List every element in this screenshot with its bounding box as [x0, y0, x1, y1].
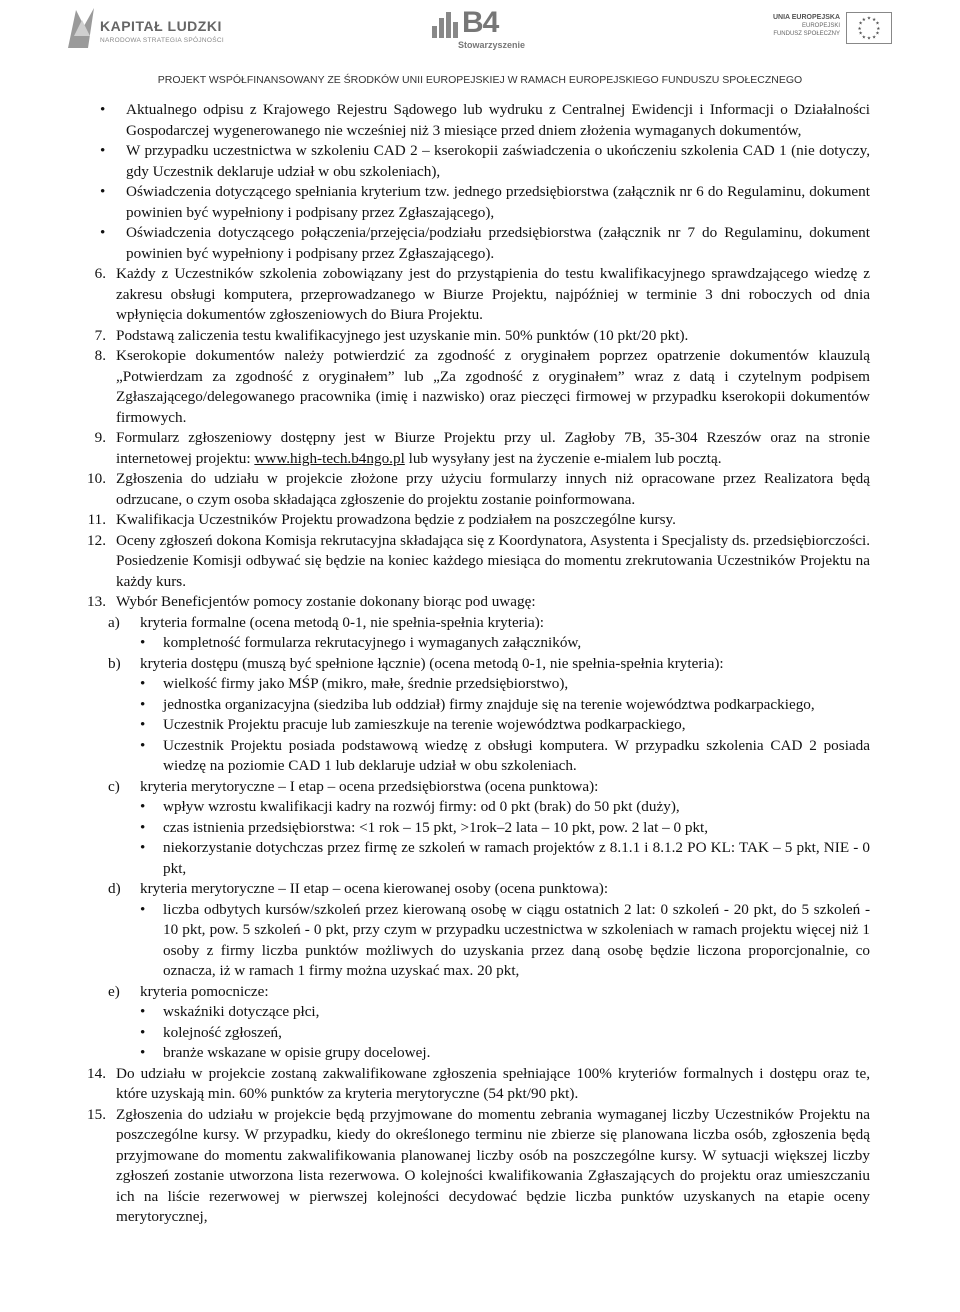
- svg-text:★: ★: [857, 26, 862, 32]
- list-item: • branże wskazane w opisie grupy docelowej.: [0, 1043, 960, 1064]
- svg-text:★: ★: [875, 31, 880, 37]
- criteria-e: [0, 982, 960, 1003]
- eu-logo-line2: EUROPEJSKI: [801, 23, 840, 29]
- paragraph-number: 11.: [87, 511, 106, 528]
- svg-text:★: ★: [866, 36, 872, 42]
- criteria-a: [0, 613, 960, 634]
- criteria-label: e): [108, 982, 120, 1000]
- list-item: • wskaźniki dotyczące płci,: [0, 1002, 960, 1023]
- paragraph-number: 13.: [87, 593, 106, 610]
- list-item: • wielkość firmy jako MŚP (mikro, małe, średnie przedsiębiorstwo),: [0, 674, 960, 695]
- paragraph-14: [0, 1064, 960, 1105]
- paragraph-7: [0, 326, 960, 347]
- svg-text:★: ★: [876, 26, 881, 32]
- paragraph-10: [0, 469, 960, 510]
- paragraph-12: [0, 531, 960, 593]
- list-item: • Oświadczenia dotyczącego połączenia/przejęcia/podziału przedsiębiorstwa (załącznik nr 7 do Regulaminu, dokument powinien być wypełniony i podpisany przez Zgłaszającego).: [0, 223, 960, 264]
- document-body: [0, 100, 960, 1228]
- eu-logo-line3: FUNDUSZ SPOŁECZNY: [773, 31, 840, 37]
- criteria-b: [0, 654, 960, 675]
- paragraph-13: [0, 592, 960, 613]
- list-item: • niekorzystanie dotychczas przez firmę ze szkoleń w ramach projektów z 8.1.1 i 8.1.2 PO KL: TAK – 5 pkt, NIE - 0 pkt,: [0, 838, 960, 879]
- b4-logo-text: B4: [462, 6, 499, 39]
- paragraph-9: [0, 428, 960, 469]
- svg-text:★: ★: [872, 17, 877, 23]
- paragraph-number: 14.: [87, 1064, 106, 1082]
- kapital-ludzki-mark-icon: [66, 6, 96, 50]
- paragraph-text-tail: lub wysyłany jest na życzenie e-mialem lub pocztą.: [404, 449, 722, 467]
- criteria-label: c): [108, 777, 120, 795]
- paragraph-number: 6.: [94, 265, 106, 282]
- paragraph-text: Wybór Beneficjentów pomocy zostanie dokonany biorąc pod uwagę:: [116, 593, 536, 610]
- paragraph-number: 15.: [87, 1105, 106, 1123]
- paragraph-number: 10.: [87, 470, 106, 487]
- project-cofinancing-line: PROJEKT WSPÓŁFINANSOWANY ZE ŚRODKÓW UNII EUROPEJSKIEJ W RAMACH EUROPEJSKIEGO FUNDUSZU SPOŁECZNEGO: [157, 74, 803, 86]
- svg-text:★: ★: [858, 31, 863, 37]
- criteria-text: kryteria formalne (ocena metodą 0-1, nie spełnia-spełnia kryteria):: [140, 613, 544, 631]
- criteria-text: kryteria merytoryczne – I etap – ocena przedsiębiorstwa (ocena punktowa):: [140, 777, 599, 795]
- list-item: • Uczestnik Projektu pracuje lub zamieszkuje na terenie województwa podkarpackiego,: [0, 715, 960, 736]
- paragraph-15: [0, 1105, 960, 1228]
- svg-text:★: ★: [866, 16, 872, 22]
- svg-text:★: ★: [872, 35, 877, 41]
- eu-flag-icon: [846, 12, 892, 44]
- paragraph-6: [0, 264, 960, 326]
- eu-logo: [762, 12, 892, 46]
- list-item: • Uczestnik Projektu posiada podstawową wiedzę z obsługi komputera. W przypadku szkolenia CAD 2 posiada wiedzę na poziomie CAD 1 lub deklaruje udział w obu szkoleniach.: [0, 736, 960, 777]
- list-item: • liczba odbytych kursów/szkoleń przez kierowaną osobę w ciągu ostatnich 2 lat: 0 szkoleń - 20 pkt, do 5 szkoleń - 10 pkt, pow. 5 szkoleń - 0 pkt, przy czym w przypadku uczestnictwa w szkoleniach w ramach projektu więcej niż 1 osoby z firmy liczba punktów możliwych do uzyskania przez daną osobę będzie liczona proporcjonalnie, co oznacza, iż w ramach 1 firmy można uzyskać max. 20 pkt,: [0, 900, 960, 982]
- svg-text:★: ★: [861, 17, 866, 23]
- criteria-c: [0, 777, 960, 798]
- paragraph-text: Podstawą zaliczenia testu kwalifikacyjnego jest uzyskanie min. 50% punktów (10 pkt/20 pkt).: [116, 326, 689, 344]
- list-item: • W przypadku uczestnictwa w szkoleniu CAD 2 – kserokopii zaświadczenia o ukończeniu szkolenia CAD 1 (nie dotyczy, gdy Uczestnik deklaruje udział w obu szkoleniach),: [0, 141, 960, 182]
- paragraph-number: 8.: [94, 347, 106, 364]
- kapital-ludzki-subtitle: NARODOWA STRATEGIA SPÓJNOŚCI: [100, 37, 224, 44]
- svg-text:★: ★: [875, 21, 880, 27]
- list-item: • kompletność formularza rekrutacyjnego i wymaganych załączników,: [0, 633, 960, 654]
- list-item: • wpływ wzrostu kwalifikacji kadry na rozwój firmy: od 0 pkt (brak) do 50 pkt (duży),: [0, 797, 960, 818]
- criteria-text: kryteria merytoryczne – II etap – ocena kierowanej osoby (ocena punktowa):: [140, 880, 609, 897]
- criteria-d: [0, 879, 960, 900]
- criteria-text: kryteria dostępu (muszą być spełnione łącznie) (ocena metodą 0-1, nie spełnia-spełnia kryteria):: [140, 654, 724, 672]
- list-item: • kolejność zgłoszeń,: [0, 1023, 960, 1044]
- paragraph-number: 12.: [87, 531, 106, 549]
- paragraph-number: 9.: [94, 429, 106, 446]
- svg-text:★: ★: [858, 21, 863, 27]
- list-item: • jednostka organizacyjna (siedziba lub oddział) firmy znajduje się na terenie województwa podkarpackiego,: [0, 695, 960, 716]
- paragraph-text: Do udziału w projekcie zostaną zakwalifikowane zgłoszenia spełniające 100% kryteriów formalnych i dostępu oraz te, które uzyskają min. 60% punktów za kryteria merytoryczne (54 pkt/90 pkt).: [116, 1064, 870, 1102]
- paragraph-text: Oceny zgłoszeń dokona Komisja rekrutacyjna składająca się z Koordynatora, Asystenta i Specjalisty ds. przedsiębiorczości. Posiedzenie Komisji odbywać się będzie na koniec każdego miesiąca do momentu zrekrutowania Uczestników Projektu na każdy kurs.: [116, 531, 870, 590]
- list-item: • Oświadczenia dotyczącego spełniania kryterium tzw. jednego przedsiębiorstwa (załącznik nr 6 do Regulaminu, dokument powinien być wypełniony i podpisany przez Zgłaszającego),: [0, 182, 960, 223]
- paragraph-text: Zgłoszenia do udziału w projekcie złożone przy użyciu formularzy innych niż opracowane przez Realizatora będą odrzucane, o czym osoba składająca zgłoszenie do projektu zostanie poinformowana.: [116, 470, 870, 508]
- b4-logo-subtext: Stowarzyszenie: [458, 40, 526, 50]
- svg-text:★: ★: [861, 35, 866, 41]
- kapital-ludzki-logo: [66, 6, 226, 54]
- paragraph-text: Formularz zgłoszeniowy dostępny jest w Biurze Projektu przy ul. Zagłoby 7B, 35-304 Rzeszów oraz na stronie internetowej projektu:: [116, 429, 870, 467]
- list-item: • czas istnienia przedsiębiorstwa: <1 rok – 15 pkt, >1rok–2 lata – 10 pkt, pow. 2 lat – 0 pkt,: [0, 818, 960, 839]
- paragraph-text: Zgłoszenia do udziału w projekcie będą przyjmowane do momentu zebrania wymaganej liczby Uczestników Projektu na poszczególne kursy. W przypadku, kiedy do określonego terminu nie zbierze się planowana liczba osób, zgłoszenia będą przyjmowane do momentu zakwalifikowania planowanej liczby osób na poszczególne kursy. W sytuacji większej liczby zgłoszeń zostanie utworzona lista rezerwowa. O kolejności kwalifikowania Zgłaszających do projektu oraz umieszczaniu ich na liście rezerwowej w pierwszej kolejności decydować będzie liczba punktów uzyskanych na etapie oceny merytorycznej,: [116, 1105, 870, 1225]
- paragraph-text: Kserokopie dokumentów należy potwierdzić za zgodność z oryginałem poprzez opatrzenie dokumentów klauzulą „Potwierdzam za zgodność z oryginałem” lub „Za zgodność z oryginałem” wraz z datą i czytelnym podpisem Zgłaszającego/delegowanego pracownika (imię i nazwisko) oraz pieczęci firmowej w przypadku kserokopii dokumentów firmowych.: [116, 347, 870, 426]
- paragraph-number: 7.: [94, 326, 106, 344]
- kapital-ludzki-title: KAPITAŁ LUDZKI: [100, 18, 222, 34]
- paragraph-text: Kwalifikacja Uczestników Projektu prowadzona będzie z podziałem na poszczególne kursy.: [116, 511, 676, 528]
- criteria-label: d): [108, 880, 121, 897]
- page-header: [0, 0, 960, 96]
- project-website-link[interactable]: www.high-tech.b4ngo.pl: [254, 449, 405, 467]
- criteria-label: b): [108, 654, 121, 672]
- paragraph-11: [0, 510, 960, 531]
- list-item: • Aktualnego odpisu z Krajowego Rejestru Sądowego lub wydruku z Centralnej Ewidencji i Informacji o Działalności Gospodarczej wygenerowanego nie wcześniej niż 3 miesiące przed dniem złożenia wymaganych dokumentów,: [0, 100, 960, 141]
- paragraph-8: [0, 346, 960, 428]
- eu-logo-line1: UNIA EUROPEJSKA: [772, 14, 840, 21]
- b4-logo: [432, 8, 532, 52]
- criteria-text: kryteria pomocnicze:: [140, 982, 269, 1000]
- criteria-label: a): [108, 613, 120, 631]
- paragraph-text: Każdy z Uczestników szkolenia zobowiązany jest do przystąpienia do testu kwalifikacyjnego sprawdzającego wiedzę z zakresu obsługi komputera, przeprowadzanego w Biurze Projektu, najpóźniej w terminie 3 dni roboczych od dnia wpłynięcia dokumentów zgłoszeniowych do Biura Projektu.: [116, 265, 870, 323]
